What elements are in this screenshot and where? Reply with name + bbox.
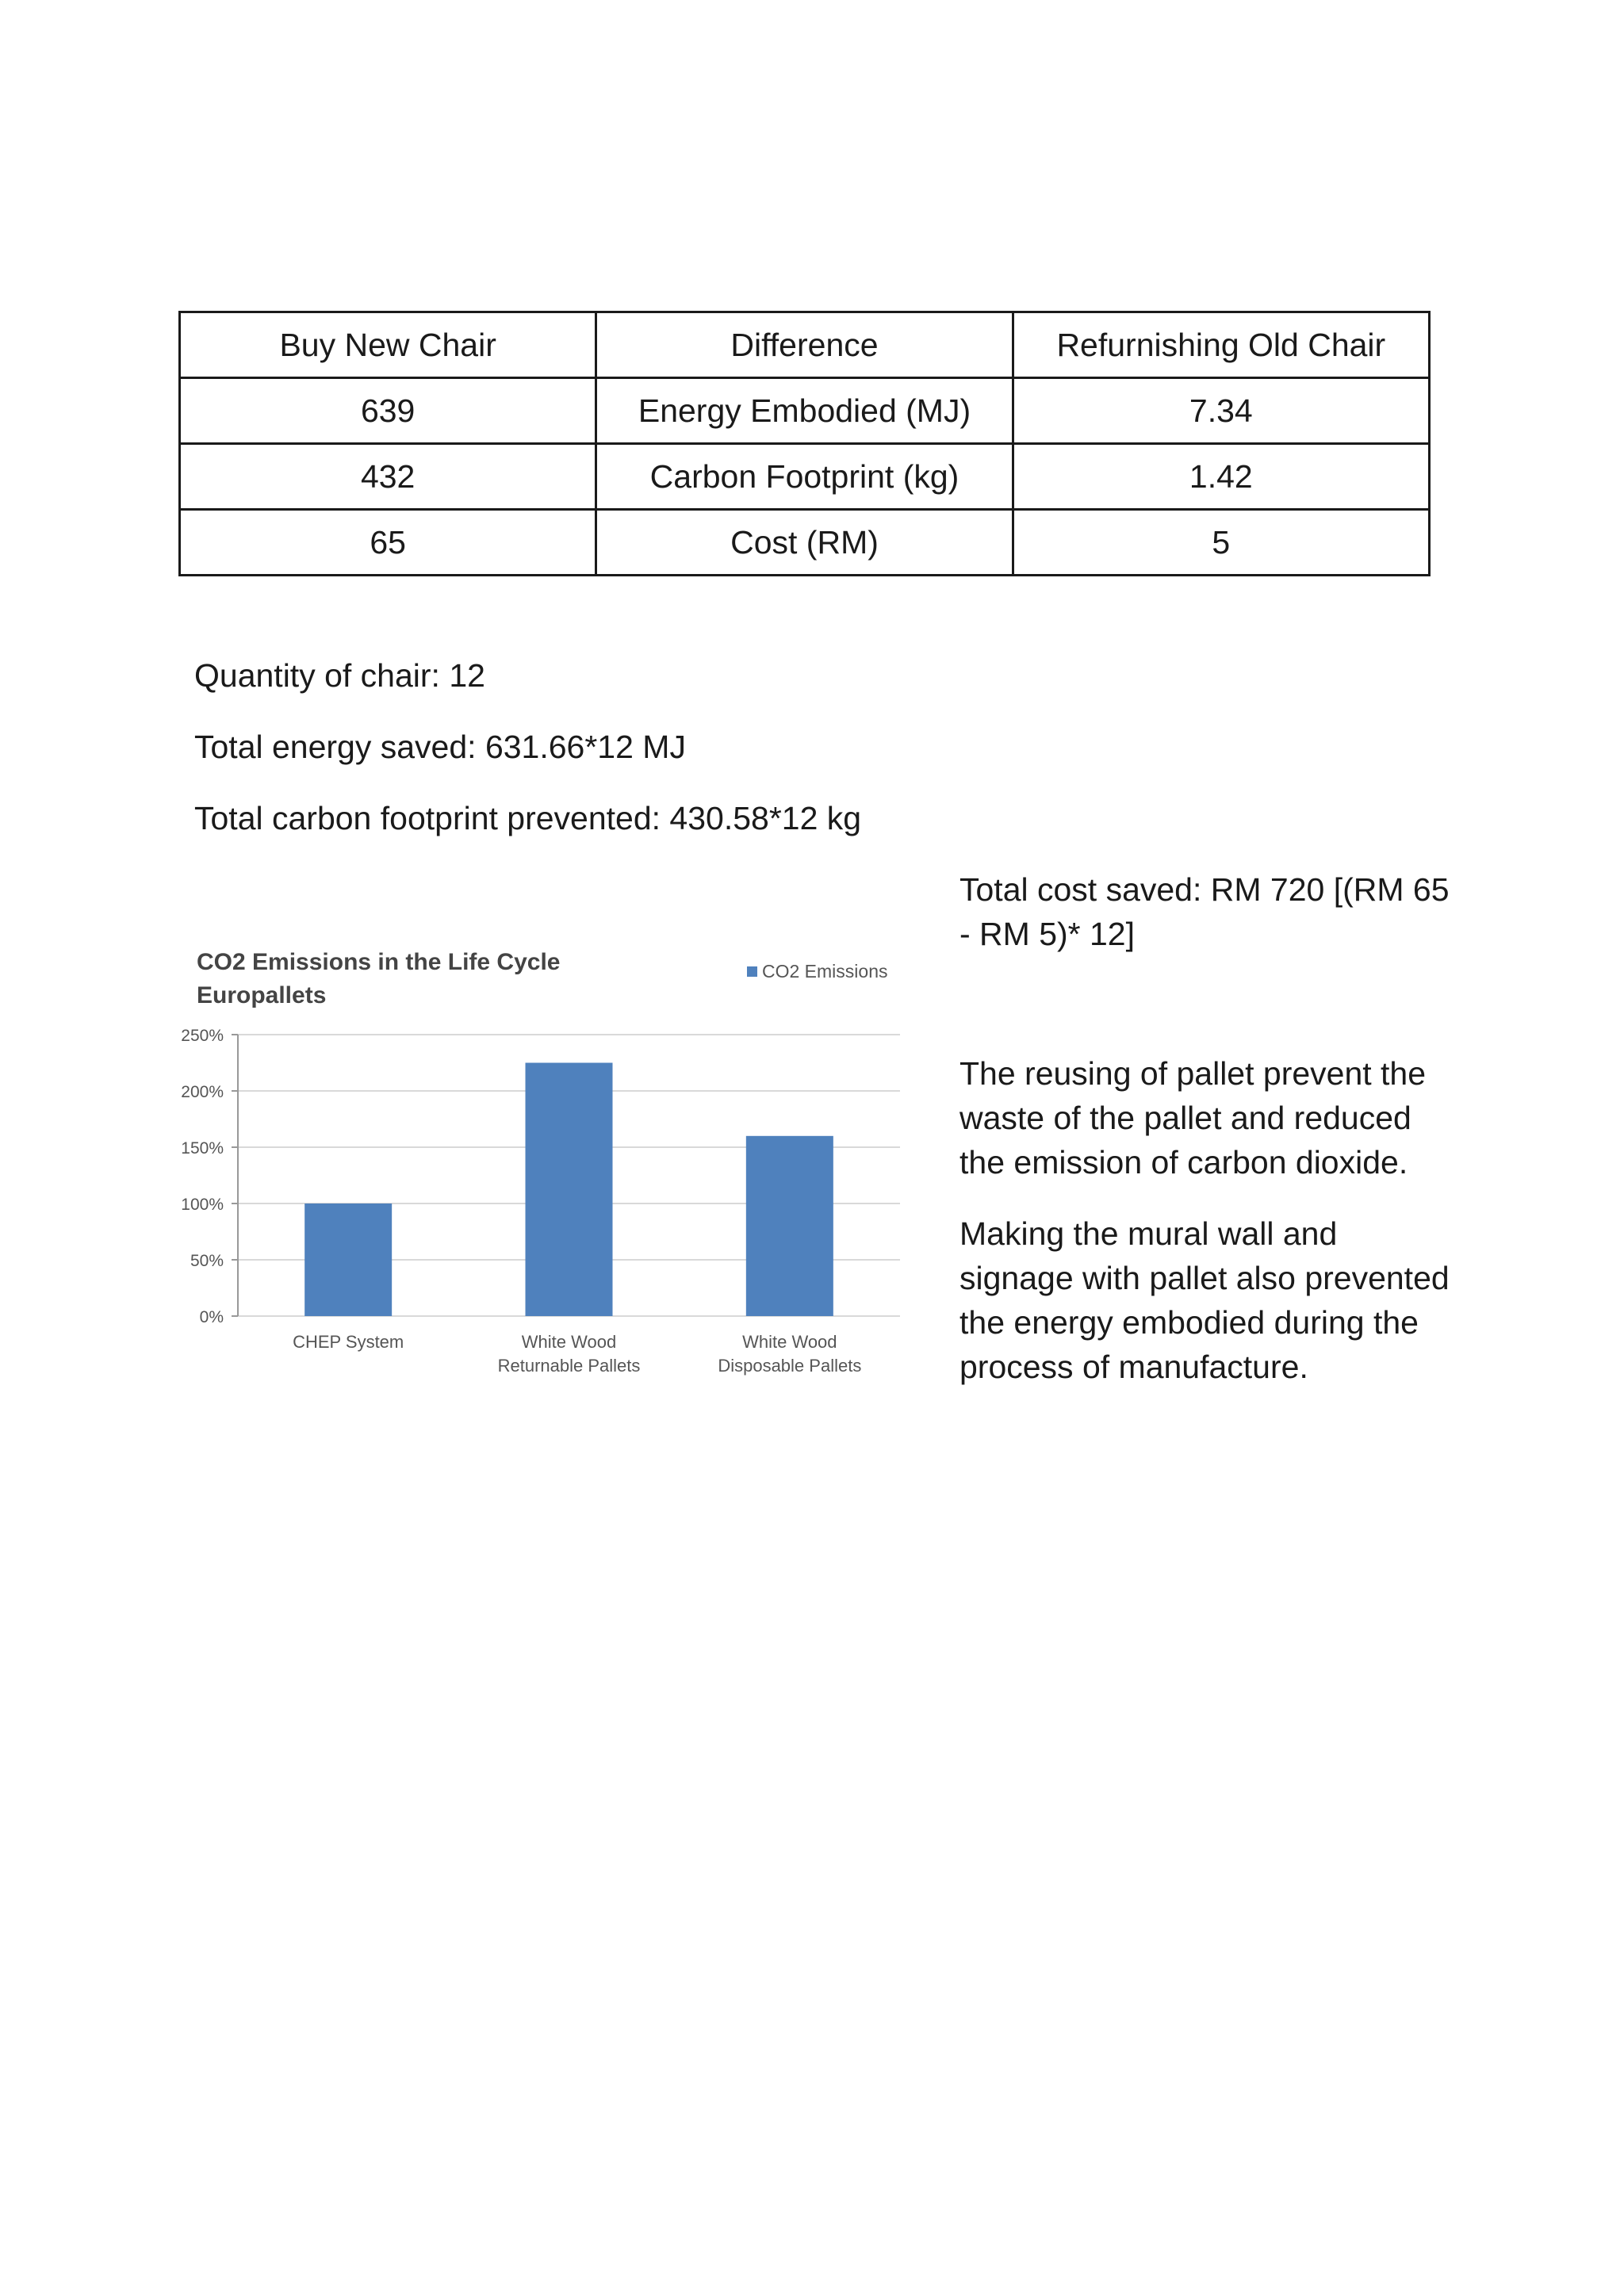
chart-title-line2: Europallets (197, 982, 327, 1008)
chart-title (197, 946, 560, 1012)
carbon-prevented-text: Total carbon footprint prevented: 430.58*12 kg (194, 800, 862, 836)
chart-legend (747, 961, 887, 982)
table-row (180, 378, 1430, 444)
table-cell: Energy Embodied (MJ) (596, 378, 1013, 444)
legend-label: CO2 Emissions (762, 961, 888, 982)
table-cell: 432 (180, 444, 596, 510)
table-cell: 1.42 (1013, 444, 1429, 510)
header-cell: Difference (596, 312, 1013, 378)
bar (526, 1063, 613, 1317)
table-cell: 5 (1013, 510, 1429, 576)
y-tick-label: 100% (181, 1196, 224, 1214)
cost-saved-text: Total cost saved: RM 720 [(RM 65 - RM 5)* 12] (959, 871, 1450, 952)
x-tick-label: White Wood (521, 1332, 617, 1352)
table-cell: Carbon Footprint (kg) (596, 444, 1013, 510)
table-cell: Cost (RM) (596, 510, 1013, 576)
x-tick-label: CHEP System (293, 1332, 404, 1352)
table-cell: 7.34 (1013, 378, 1429, 444)
x-tick-label: White Wood (742, 1332, 837, 1352)
y-tick-label: 200% (181, 1083, 224, 1101)
table-cell: 639 (180, 378, 596, 444)
mural-wall-paragraph: Making the mural wall and signage with pallet also prevented the energy embodied during the process of manufacture. (959, 1215, 1450, 1385)
y-tick-label: 50% (190, 1252, 224, 1270)
bar (304, 1203, 392, 1316)
energy-saved-text: Total energy saved: 631.66*12 MJ (194, 729, 686, 765)
table-row (180, 444, 1430, 510)
table-row (180, 510, 1430, 576)
bar (746, 1136, 833, 1316)
x-tick-label: Disposable Pallets (718, 1356, 862, 1376)
header-cell: Buy New Chair (180, 312, 596, 378)
x-tick-label: Returnable Pallets (497, 1356, 641, 1376)
header-cell: Refurnishing Old Chair (1013, 312, 1429, 378)
table-header-row (180, 312, 1430, 378)
legend-swatch (747, 966, 757, 977)
quantity-text: Quantity of chair: 12 (194, 657, 485, 694)
y-tick-label: 250% (181, 1027, 224, 1045)
y-tick-label: 150% (181, 1139, 224, 1158)
pallet-reuse-paragraph: The reusing of pallet prevent the waste of the pallet and reduced the emission of carbon dioxide. (959, 1055, 1427, 1181)
y-tick-label: 0% (199, 1308, 224, 1326)
chart-title-line1: CO2 Emissions in the Life Cycle (197, 949, 561, 975)
table-cell: 65 (180, 510, 596, 576)
co2-emissions-chart (159, 932, 920, 1387)
comparison-table (178, 311, 1431, 576)
